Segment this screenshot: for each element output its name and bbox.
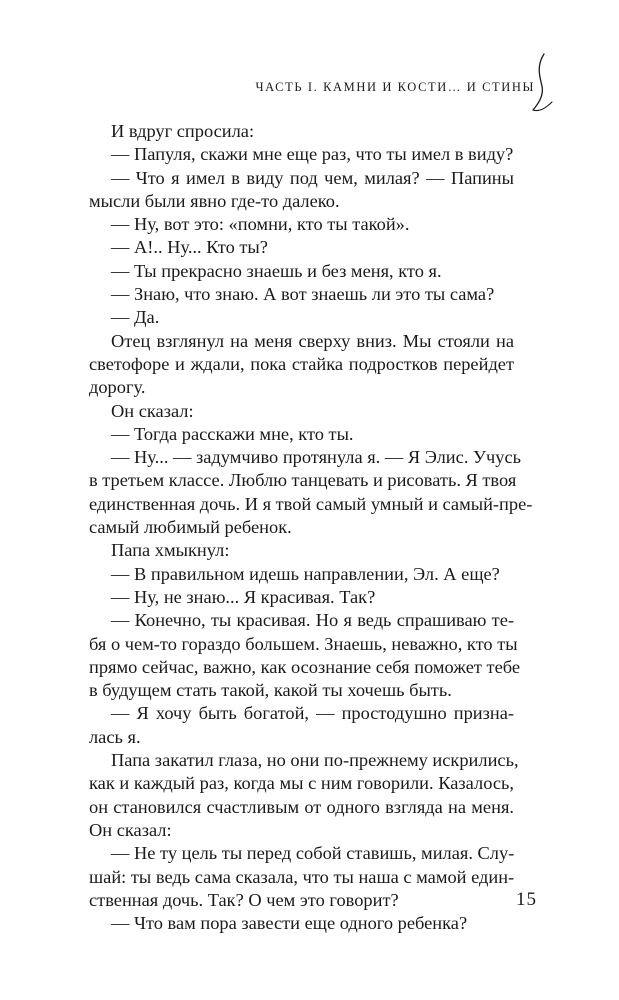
page-number: 15 (516, 889, 537, 910)
text-line: Он сказал: (89, 819, 172, 840)
text-line: он становился счастливым от одного взгляда на меня. (89, 796, 514, 817)
text-line: — Знаю, что знаю. А вот знаешь ли это ты сама? (111, 284, 495, 305)
text-line: Папа закатил глаза, но они по-прежнему искрились, (111, 750, 519, 771)
text-line: — Ну... — задумчиво протянула я. — Я Элис. Учусь (111, 447, 522, 468)
text-line: светофоре и ждали, пока стайка подростков перейдет (89, 353, 514, 374)
text-line: Папа хмыкнул: (111, 540, 230, 561)
ornamental-flourish-icon (530, 52, 556, 114)
text-line: в будущем стать такой, какой ты хочешь быть. (89, 680, 452, 701)
text-line: — Конечно, ты красивая. Но я ведь спрашиваю те- (111, 610, 514, 631)
text-line: — Ну, не знаю... Я красивая. Так? (111, 586, 376, 607)
text-line: мысли были явно где-то далеко. (89, 190, 340, 211)
text-line: — Что я имел в виду под чем, милая? — Папины (111, 167, 514, 188)
text-line: И вдруг спросила: (111, 121, 255, 141)
text-line: в третьем классе. Люблю танцевать и рисовать. Я твоя (89, 470, 517, 491)
text-line: — Ты прекрасно знаешь и без меня, кто я. (111, 260, 442, 281)
text-line: бя о чем-то гораздо большем. Знаешь, неважно, кто ты (89, 633, 518, 654)
text-line: как и каждый раз, когда мы с ним говорили. Казалось, (89, 773, 514, 794)
text-line: Он сказал: (111, 400, 194, 421)
text-line: — В правильном идешь направлении, Эл. А еще? (111, 563, 500, 584)
text-line: прямо сейчас, важно, как осознание себя поможет тебе (89, 656, 521, 677)
text-line: единственная дочь. И я твой самый умный и самый-пре- (89, 493, 533, 514)
text-line: — А!.. Ну... Кто ты? (111, 237, 268, 258)
text-line: шай: ты ведь сама сказала, что ты наша с мамой един- (89, 866, 515, 887)
text-line: — Папуля, скажи мне еще раз, что ты имел в виду? (111, 144, 514, 165)
text-line: — Что вам пора завести еще одного ребенка? (111, 913, 468, 934)
text-line: — Да. (111, 307, 160, 328)
text-line: самый любимый ребенок. (89, 517, 292, 538)
text-line: — Я хочу быть богатой, — простодушно призна- (111, 703, 514, 724)
text-line: — Не ту цель ты перед собой ставишь, милая. Слу- (111, 843, 515, 864)
text-line: дорогу. (89, 377, 146, 398)
text-line: лась я. (89, 726, 141, 747)
text-line: — Ну, вот это: «помни, кто ты такой». (111, 214, 410, 235)
text-line: ственная дочь. Так? О чем это говорит? (89, 889, 399, 910)
running-header: ЧАСТЬ I. КАМНИ И КОСТИ… И СТИНЫ (255, 80, 535, 94)
text-line: Отец взглянул на меня сверху вниз. Мы стояли на (111, 330, 514, 351)
text-line: — Тогда расскажи мне, кто ты. (111, 423, 354, 444)
